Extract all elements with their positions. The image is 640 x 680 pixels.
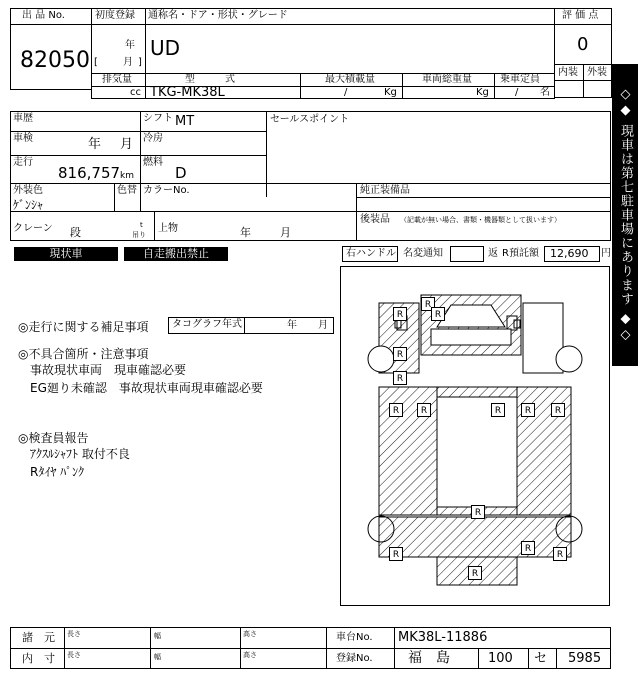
tacho-year: 年 [287, 320, 297, 331]
r-mark: R [393, 307, 407, 321]
current-state-badge: 現状車 [14, 247, 118, 261]
vehicle-diagram [340, 266, 610, 606]
first-reg-month: 月 [123, 57, 133, 68]
capacity-value: / [515, 87, 519, 98]
footer-height-label: 高さ [243, 630, 257, 638]
footer-height-label-2: 高さ [243, 651, 257, 659]
r-mark: R [551, 403, 565, 417]
r-mark: R [553, 547, 567, 561]
defect-line-2: EG廻り未確認 事故現状車両現車確認必要 [30, 381, 263, 395]
color-change-label: 色替 [117, 185, 137, 196]
chassis-number: MK38L-11886 [398, 630, 488, 645]
bracket-close: ] [138, 57, 142, 68]
upper-month: 月 [280, 226, 291, 239]
max-load-value: / [344, 87, 348, 98]
lot-label: 出 品 No. [22, 10, 65, 21]
fuel-value: D [175, 164, 187, 182]
model-value: TKG-MK38L [150, 85, 225, 100]
reg-number: 5985 [568, 651, 602, 666]
r-mark: R [389, 403, 403, 417]
tacho-month: 月 [318, 320, 328, 331]
first-reg-label: 初度登録 [95, 10, 135, 21]
color-value: ｹﾞﾝｼｬ [13, 198, 44, 212]
name-change-label: 名変通知 [403, 248, 443, 259]
truck-outline [341, 267, 609, 605]
crane-ton: t [140, 221, 143, 229]
footer-spec-label: 諸 元 [22, 631, 55, 644]
reg-kana: セ [534, 651, 548, 666]
reg-class: 100 [488, 651, 513, 666]
tachograph-label: タコグラフ年式 [172, 319, 242, 330]
inspection-year: 年 [88, 137, 102, 152]
color-no-label: カラーNo. [143, 185, 190, 196]
lot-number: 82050 [20, 48, 90, 73]
mileage-unit: km [120, 171, 134, 181]
r-mark: R [421, 297, 435, 311]
history-label: 車歴 [13, 113, 33, 124]
r-mark: R [389, 547, 403, 561]
r-mark: R [431, 307, 445, 321]
gross-weight-label: 車両総重量 [422, 74, 472, 85]
r-mark: R [417, 403, 431, 417]
reg-label: 登録No. [336, 653, 373, 664]
first-reg-year: 年 [125, 40, 135, 51]
recycle-label: R預託額 [502, 248, 539, 259]
upper-year: 年 [240, 226, 251, 239]
bracket-open: [ [94, 57, 98, 68]
defects-title: ◎不具合箇所・注意事項 [18, 347, 149, 361]
defect-line-1: 事故現状車両 現車確認必要 [30, 363, 187, 377]
footer-length-label: 長さ [67, 630, 81, 638]
right-hand-label: 右ハンドル [346, 248, 396, 259]
aircon-label: 冷房 [143, 133, 163, 144]
footer-length-label-2: 長さ [67, 651, 81, 659]
aftermarket-label: 後装品 [360, 214, 390, 225]
color-label: 外装色 [13, 185, 43, 196]
r-mark: R [491, 403, 505, 417]
no-self-drive-badge: 自走搬出禁止 [124, 247, 228, 261]
crane-stage: 段 [70, 226, 81, 239]
reg-area: 福 島 [408, 650, 450, 666]
r-mark: R [521, 541, 535, 555]
r-mark: R [471, 505, 485, 519]
genuine-label: 純正装備品 [360, 185, 410, 196]
displacement-unit: cc [130, 87, 141, 98]
gross-weight-unit: Kg [476, 87, 489, 98]
r-mark: R [468, 566, 482, 580]
refund-label: 返 [488, 248, 498, 259]
recycle-amount: 12,690 [550, 247, 589, 260]
score-label: 評 価 点 [562, 10, 599, 21]
mileage-value: 816,757 [58, 164, 121, 182]
footer-width-label-2: 幅 [154, 653, 161, 661]
upper-label: 上物 [158, 223, 178, 234]
model-label: 型 式 [185, 74, 235, 85]
score-value: 0 [577, 34, 589, 55]
aftermarket-note: （記載が無い場合、書類・機器類として扱います） [400, 216, 561, 224]
capacity-unit: 名 [540, 87, 550, 98]
inspector-line-1: ｱｸｽﾙｼｬﾌﾄ 取付不良 [30, 447, 130, 461]
footer-interior-label: 内 寸 [22, 652, 55, 665]
car-name: UD [150, 36, 181, 60]
mileage-label: 走行 [13, 157, 33, 168]
crane-label: クレーン [13, 223, 53, 234]
crane-hang: 吊り [132, 231, 146, 239]
chassis-label: 車台No. [336, 632, 373, 643]
footer-width-label: 幅 [154, 632, 161, 640]
driving-notes-title: ◎走行に関する補足事項 [18, 320, 149, 334]
parking-banner: ◇◆ 現車は第七駐車場にあります ◆◇ [612, 64, 638, 366]
inspector-line-2: Rﾀｲﾔ ﾊﾟﾝｸ [30, 465, 85, 479]
displacement-label: 排気量 [102, 74, 132, 85]
interior-label: 内装 [558, 67, 578, 78]
shift-value: MT [175, 114, 195, 129]
shift-label: シフト [143, 113, 173, 124]
inspection-month: 月 [120, 137, 134, 152]
max-load-label: 最大積載量 [325, 74, 375, 85]
fuel-label: 燃料 [143, 157, 163, 168]
inspector-title: ◎検査員報告 [18, 431, 89, 445]
r-mark: R [393, 347, 407, 361]
capacity-label: 乗車定員 [500, 74, 540, 85]
max-load-unit: Kg [384, 87, 397, 98]
inspection-label: 車検 [13, 133, 33, 144]
name-change-box [450, 246, 484, 262]
exterior-label: 外装 [587, 67, 607, 78]
r-mark: R [521, 403, 535, 417]
sales-point-label: セールスポイント [270, 114, 350, 125]
yen-label: 円 [601, 248, 611, 259]
name-label: 通称名・ドア・形状・グレード [148, 10, 288, 21]
r-mark: R [393, 371, 407, 385]
